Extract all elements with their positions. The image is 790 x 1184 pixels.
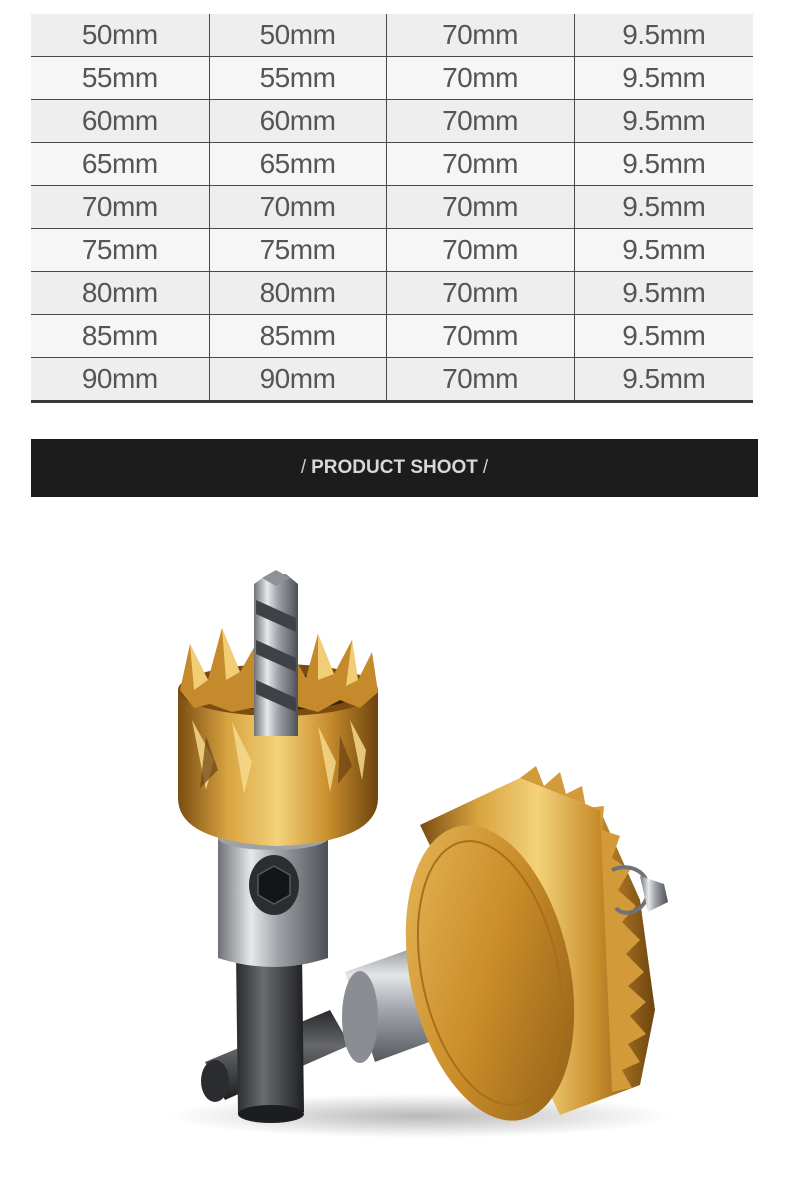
table-cell: 70mm — [386, 186, 574, 229]
table-cell: 75mm — [209, 229, 386, 272]
banner-slash-right: / — [482, 457, 489, 478]
table-cell: 65mm — [31, 143, 209, 186]
table-row — [31, 272, 753, 315]
table-cell: 60mm — [31, 100, 209, 143]
table-cell: 9.5mm — [574, 229, 753, 272]
table-cell: 75mm — [31, 229, 209, 272]
table-cell: 55mm — [209, 57, 386, 100]
table-cell: 50mm — [31, 14, 209, 57]
table-cell: 60mm — [209, 100, 386, 143]
table-row — [31, 315, 753, 358]
table-cell: 70mm — [386, 143, 574, 186]
table-row — [31, 14, 753, 57]
spec-table — [31, 14, 753, 403]
table-cell: 9.5mm — [574, 186, 753, 229]
table-row — [31, 143, 753, 186]
table-cell: 70mm — [386, 358, 574, 402]
table-cell: 9.5mm — [574, 272, 753, 315]
table-cell: 80mm — [209, 272, 386, 315]
table-row — [31, 57, 753, 100]
table-cell: 80mm — [31, 272, 209, 315]
table-cell: 70mm — [386, 14, 574, 57]
table-cell: 9.5mm — [574, 358, 753, 402]
spec-table-body — [31, 14, 753, 402]
table-cell: 55mm — [31, 57, 209, 100]
table-cell: 70mm — [209, 186, 386, 229]
table-cell: 70mm — [386, 315, 574, 358]
banner-title: PRODUCT SHOOT — [311, 457, 478, 478]
table-cell: 85mm — [31, 315, 209, 358]
table-cell: 9.5mm — [574, 315, 753, 358]
table-cell: 65mm — [209, 143, 386, 186]
table-cell: 50mm — [209, 14, 386, 57]
table-cell: 9.5mm — [574, 14, 753, 57]
table-cell: 90mm — [31, 358, 209, 402]
table-cell: 70mm — [386, 229, 574, 272]
table-cell: 90mm — [209, 358, 386, 402]
product-photo — [0, 540, 790, 1184]
table-cell: 70mm — [31, 186, 209, 229]
table-row — [31, 100, 753, 143]
product-shoot-banner — [31, 439, 758, 497]
table-row — [31, 186, 753, 229]
table-cell: 70mm — [386, 272, 574, 315]
table-row — [31, 229, 753, 272]
table-cell: 70mm — [386, 57, 574, 100]
banner-slash-left: / — [300, 457, 307, 478]
table-cell: 9.5mm — [574, 100, 753, 143]
table-cell: 9.5mm — [574, 143, 753, 186]
table-cell: 9.5mm — [574, 57, 753, 100]
table-cell: 85mm — [209, 315, 386, 358]
table-cell: 70mm — [386, 100, 574, 143]
table-row — [31, 358, 753, 402]
